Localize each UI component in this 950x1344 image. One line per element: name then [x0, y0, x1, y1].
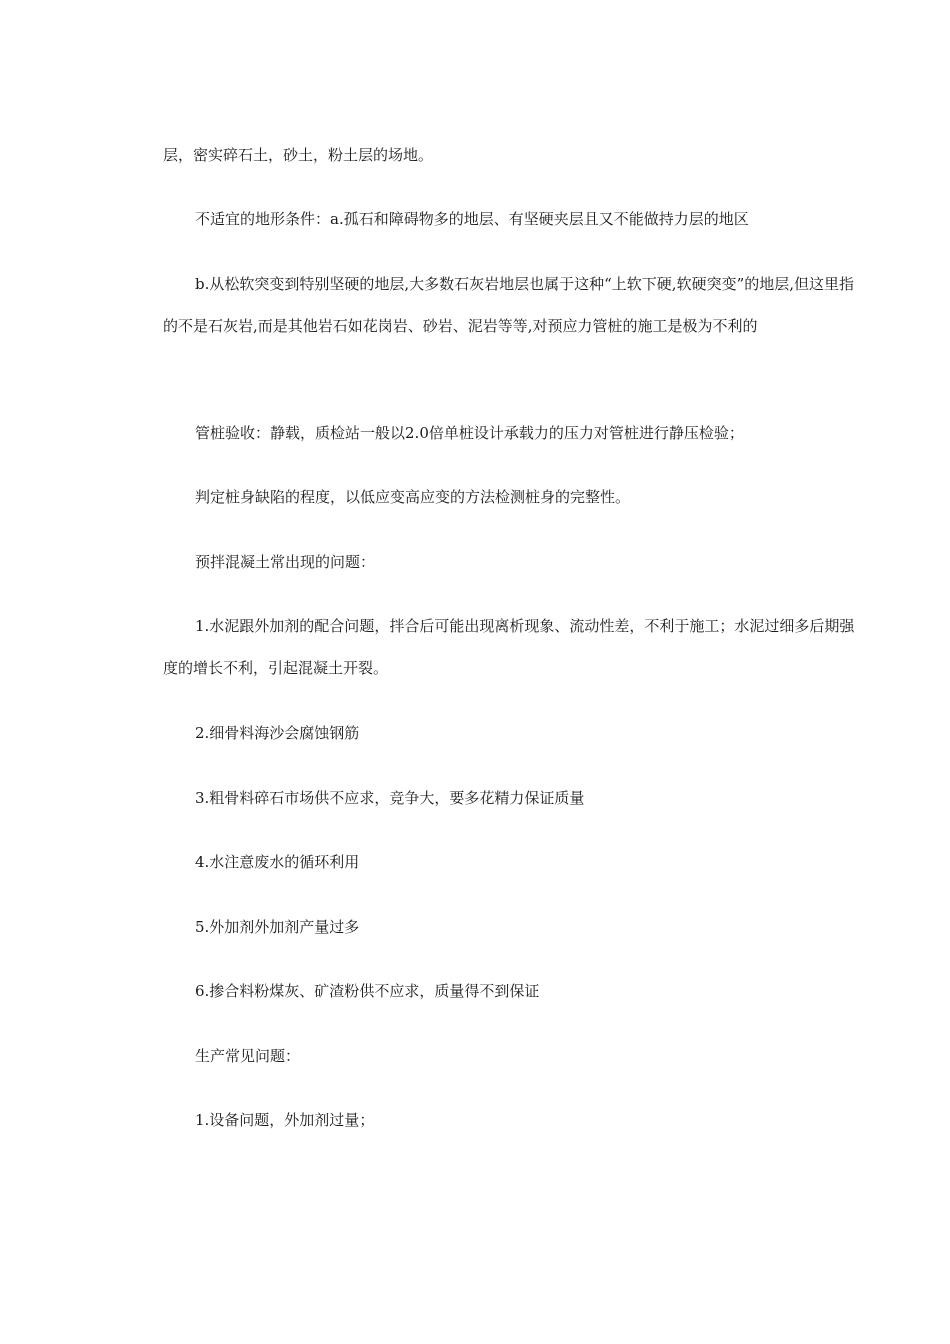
paragraph-item-equipment: 1.设备问题，外加剂过量； — [195, 1111, 375, 1129]
paragraph-unsuitable-terrain: 不适宜的地形条件：a.孤石和障碍物多的地层、有坚硬夹层且又不能做持力层的地区 — [195, 210, 749, 228]
paragraph-item-admixture: 5.外加剂外加剂产量过多 — [195, 918, 360, 936]
paragraph-item-mineral-admixture: 6.掺合料粉煤灰、矿渣粉供不应求，质量得不到保证 — [195, 982, 540, 1000]
paragraph-soil-layers: 层，密实碎石土，砂土，粉土层的场地。 — [163, 146, 434, 164]
paragraph-concrete-problems-heading: 预拌混凝土常出现的问题： — [195, 553, 376, 571]
paragraph-item-water: 4.水注意废水的循环利用 — [195, 853, 360, 871]
paragraph-item-cement: 1.水泥跟外加剂的配合问题，拌合后可能出现离析现象、流动性差，不利于施工；水泥过细多后期强度的增长不利，引起混凝土开裂。 — [163, 617, 855, 677]
paragraph-pile-acceptance: 管桩验收：静载，质检站一般以2.0倍单桩设计承载力的压力对管桩进行静压检验； — [195, 424, 744, 442]
paragraph-soft-hard-transition: b.从松软突变到特别坚硬的地层,大多数石灰岩地层也属于这种“上软下硬,软硬突变”的地层,但这里指的不是石灰岩,而是其他岩石如花岗岩、砂岩、泥岩等等,对预应力管桩的施工是极为不利的 — [163, 275, 855, 335]
paragraph-pile-defect: 判定桩身缺陷的程度，以低应变高应变的方法检测桩身的完整性。 — [195, 488, 631, 506]
paragraph-production-problems-heading: 生产常见问题： — [195, 1047, 301, 1065]
paragraph-item-coarse-aggregate: 3.粗骨料碎石市场供不应求，竞争大，要多花精力保证质量 — [195, 789, 585, 807]
paragraph-item-fine-aggregate: 2.细骨料海沙会腐蚀钢筋 — [195, 724, 360, 742]
